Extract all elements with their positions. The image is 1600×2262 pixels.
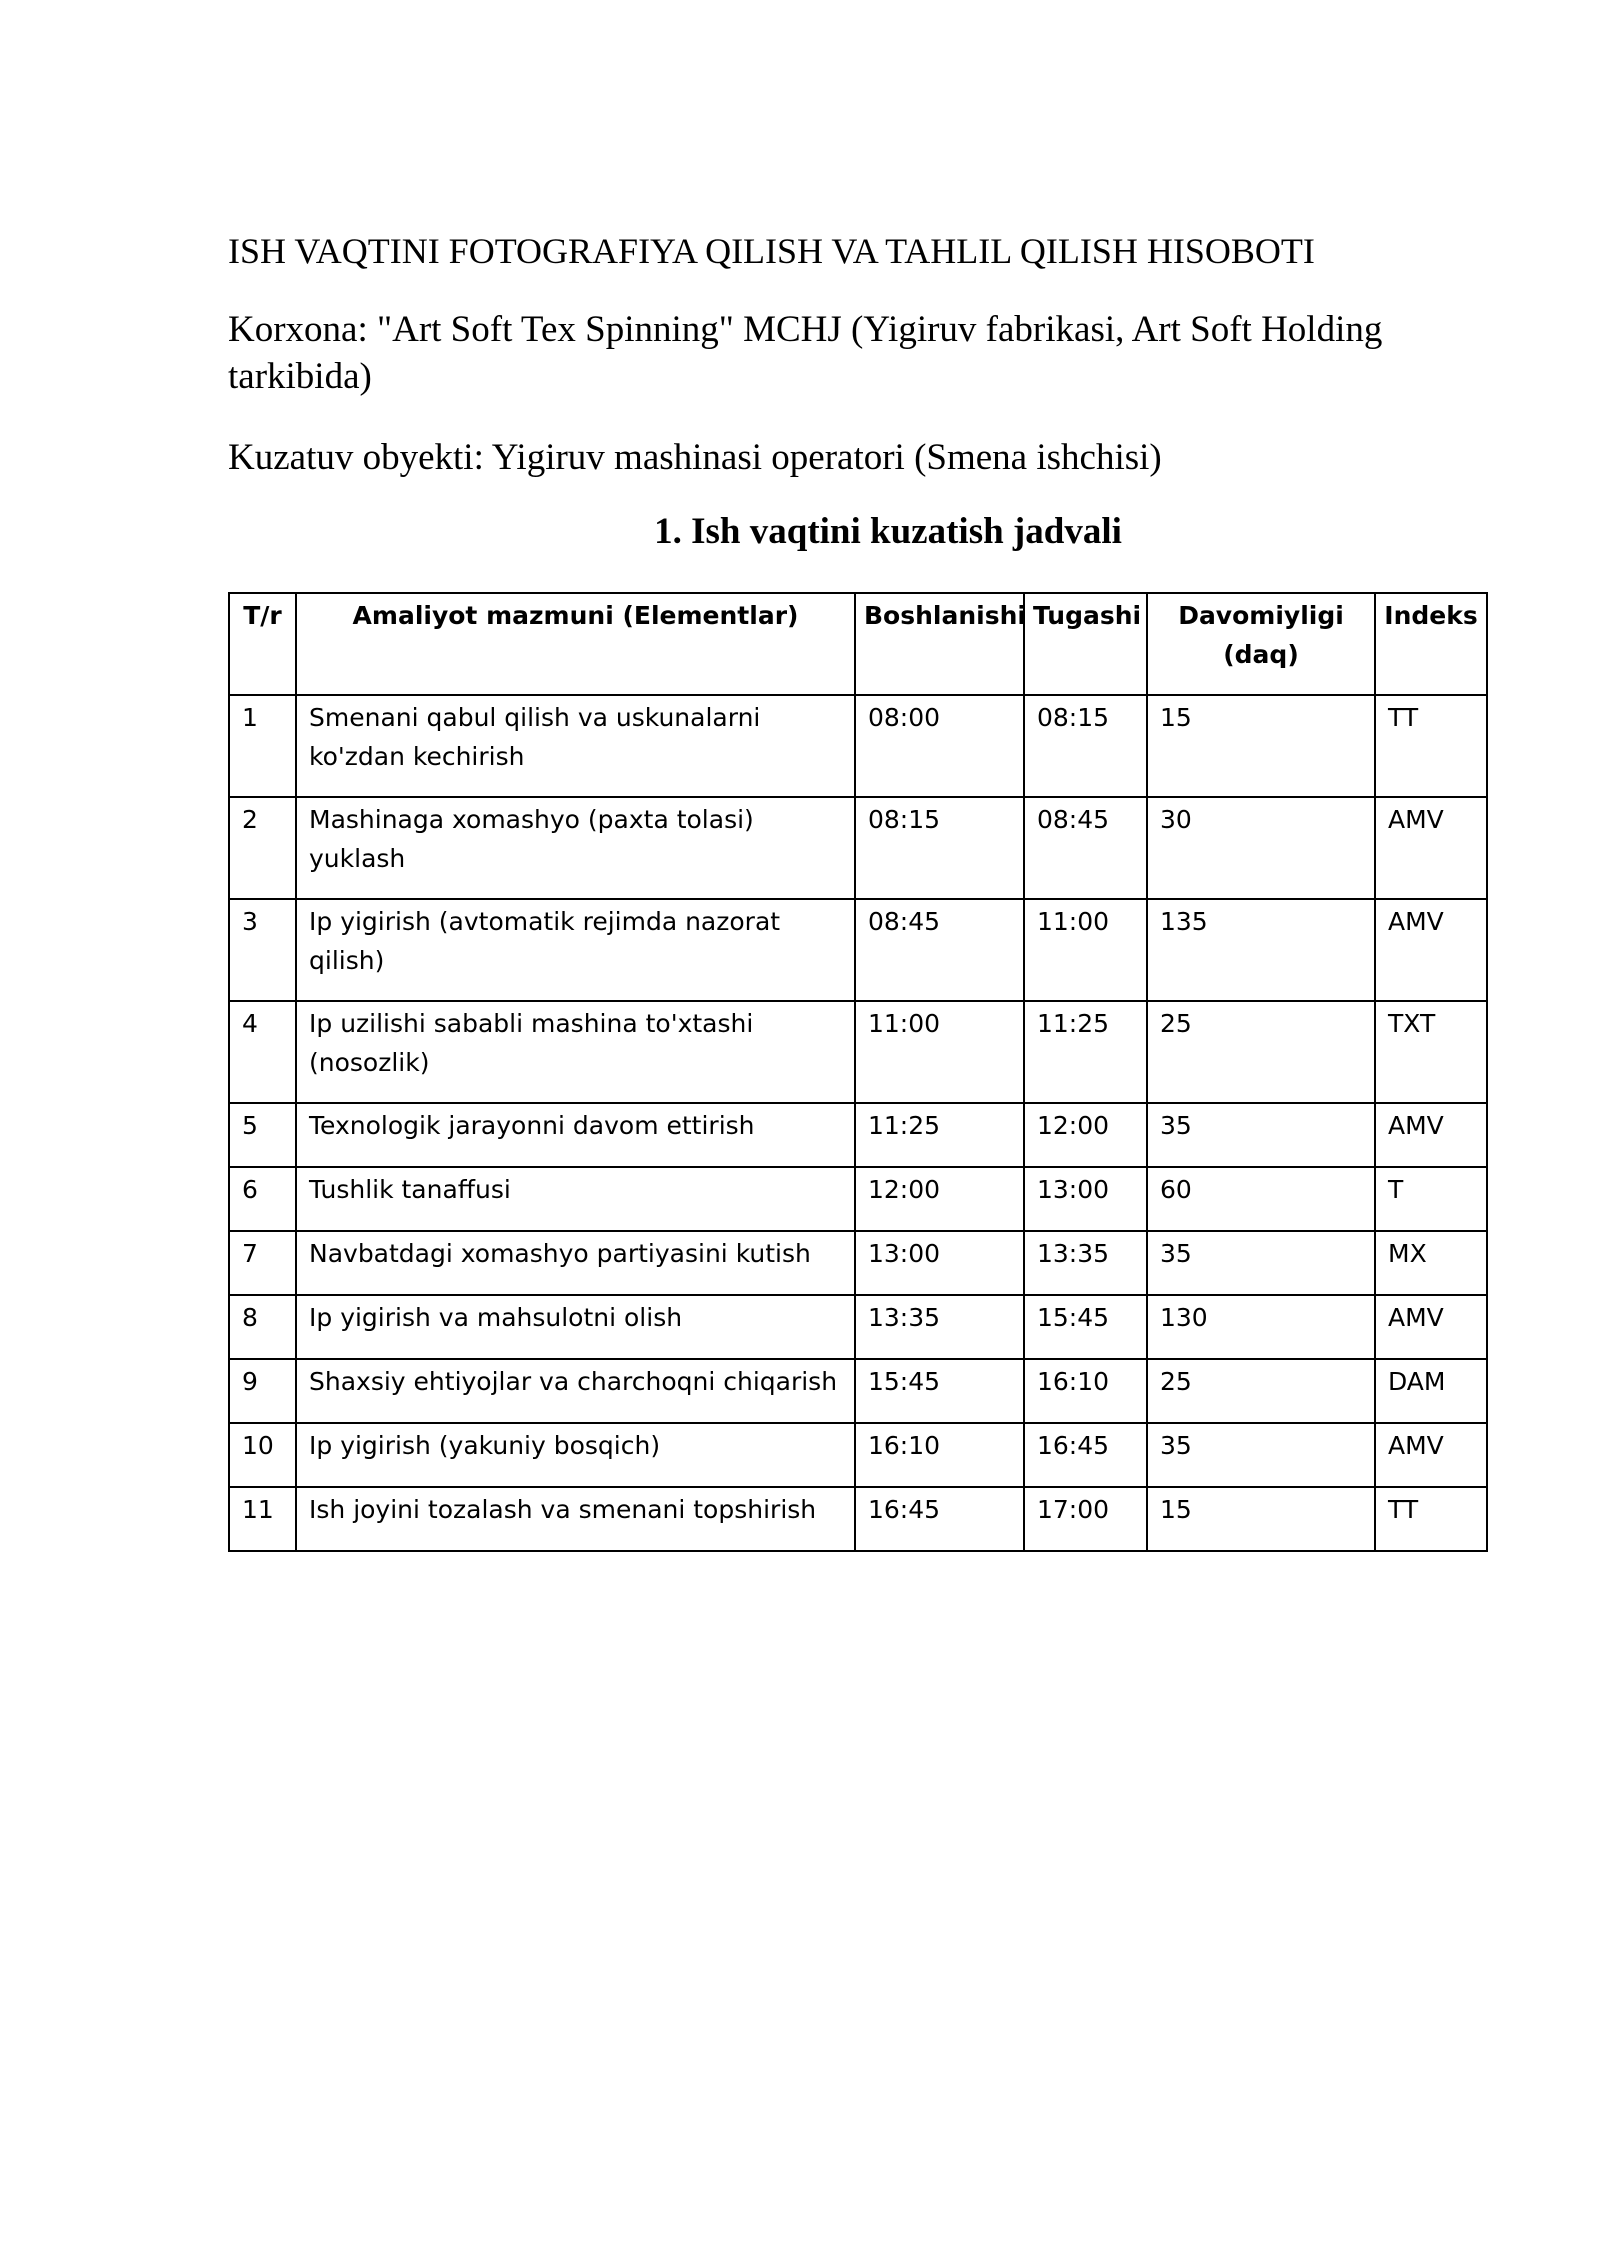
- row-index: DAM: [1375, 1359, 1487, 1423]
- table-row: [229, 797, 1487, 899]
- row-element: Ip uzilishi sababli mashina to'xtashi (nosozlik): [296, 1001, 855, 1103]
- row-element: Tushlik tanaffusi: [296, 1167, 855, 1231]
- row-duration: 15: [1147, 695, 1375, 797]
- table-row: [229, 695, 1487, 797]
- table-row: [229, 1359, 1487, 1423]
- row-index: T: [1375, 1167, 1487, 1231]
- row-end: 13:35: [1024, 1231, 1147, 1295]
- row-number: 1: [229, 695, 296, 797]
- table-row: [229, 1295, 1487, 1359]
- row-element: Smenani qabul qilish va uskunalarni ko'zdan kechirish: [296, 695, 855, 797]
- row-index: MX: [1375, 1231, 1487, 1295]
- row-number: 9: [229, 1359, 296, 1423]
- row-end: 11:00: [1024, 899, 1147, 1001]
- row-duration: 25: [1147, 1359, 1375, 1423]
- row-number: 10: [229, 1423, 296, 1487]
- row-element: Ip yigirish (yakuniy bosqich): [296, 1423, 855, 1487]
- row-index: TT: [1375, 1487, 1487, 1551]
- row-number: 5: [229, 1103, 296, 1167]
- header-end: Tugashi: [1024, 593, 1147, 695]
- row-end: 17:00: [1024, 1487, 1147, 1551]
- table-row: [229, 1001, 1487, 1103]
- row-duration: 35: [1147, 1423, 1375, 1487]
- row-duration: 135: [1147, 899, 1375, 1001]
- row-duration: 25: [1147, 1001, 1375, 1103]
- header-index: Indeks: [1375, 593, 1487, 695]
- row-start: 16:45: [855, 1487, 1024, 1551]
- row-start: 11:25: [855, 1103, 1024, 1167]
- row-number: 7: [229, 1231, 296, 1295]
- section-title: 1. Ish vaqtini kuzatish jadvali: [654, 511, 1122, 552]
- row-duration: 60: [1147, 1167, 1375, 1231]
- row-duration: 30: [1147, 797, 1375, 899]
- row-start: 12:00: [855, 1167, 1024, 1231]
- row-end: 13:00: [1024, 1167, 1147, 1231]
- row-element: Ip yigirish va mahsulotni olish: [296, 1295, 855, 1359]
- row-index: AMV: [1375, 1103, 1487, 1167]
- row-number: 11: [229, 1487, 296, 1551]
- row-duration: 35: [1147, 1103, 1375, 1167]
- row-number: 2: [229, 797, 296, 899]
- table-header-row: [229, 593, 1487, 695]
- row-index: TXT: [1375, 1001, 1487, 1103]
- row-end: 12:00: [1024, 1103, 1147, 1167]
- row-start: 08:15: [855, 797, 1024, 899]
- report-title: ISH VAQTINI FOTOGRAFIYA QILISH VA TAHLIL QILISH HISOBOTI: [228, 231, 1315, 271]
- table-row: [229, 1231, 1487, 1295]
- table-row: [229, 1423, 1487, 1487]
- row-index: AMV: [1375, 899, 1487, 1001]
- row-start: 16:10: [855, 1423, 1024, 1487]
- row-start: 11:00: [855, 1001, 1024, 1103]
- row-duration: 15: [1147, 1487, 1375, 1551]
- row-end: 16:45: [1024, 1423, 1147, 1487]
- header-duration: Davomiyligi (daq): [1147, 593, 1375, 695]
- row-number: 6: [229, 1167, 296, 1231]
- row-start: 08:00: [855, 695, 1024, 797]
- row-index: TT: [1375, 695, 1487, 797]
- table-row: [229, 899, 1487, 1001]
- row-end: 11:25: [1024, 1001, 1147, 1103]
- row-end: 16:10: [1024, 1359, 1147, 1423]
- header-element: Amaliyot mazmuni (Elementlar): [296, 593, 855, 695]
- row-element: Texnologik jarayonni davom ettirish: [296, 1103, 855, 1167]
- row-element: Shaxsiy ehtiyojlar va charchoqni chiqarish: [296, 1359, 855, 1423]
- observation-table: [228, 592, 1488, 1552]
- row-start: 13:00: [855, 1231, 1024, 1295]
- row-end: 08:15: [1024, 695, 1147, 797]
- table-row: [229, 1103, 1487, 1167]
- row-index: AMV: [1375, 797, 1487, 899]
- row-element: Navbatdagi xomashyo partiyasini kutish: [296, 1231, 855, 1295]
- row-number: 3: [229, 899, 296, 1001]
- row-end: 15:45: [1024, 1295, 1147, 1359]
- row-index: AMV: [1375, 1295, 1487, 1359]
- table-row: [229, 1167, 1487, 1231]
- row-index: AMV: [1375, 1423, 1487, 1487]
- row-element: Ish joyini tozalash va smenani topshirish: [296, 1487, 855, 1551]
- observation-object-info: Kuzatuv obyekti: Yigiruv mashinasi operatori (Smena ishchisi): [228, 437, 1162, 478]
- row-start: 13:35: [855, 1295, 1024, 1359]
- row-start: 08:45: [855, 899, 1024, 1001]
- row-duration: 35: [1147, 1231, 1375, 1295]
- row-number: 4: [229, 1001, 296, 1103]
- row-duration: 130: [1147, 1295, 1375, 1359]
- row-start: 15:45: [855, 1359, 1024, 1423]
- header-number: T/r: [229, 593, 296, 695]
- row-end: 08:45: [1024, 797, 1147, 899]
- row-number: 8: [229, 1295, 296, 1359]
- table-row: [229, 1487, 1487, 1551]
- enterprise-info: Korxona: "Art Soft Tex Spinning" MCHJ (Yigiruv fabrikasi, Art Soft Holding tarkibida): [228, 309, 1383, 397]
- row-element: Mashinaga xomashyo (paxta tolasi) yuklash: [296, 797, 855, 899]
- row-element: Ip yigirish (avtomatik rejimda nazorat qilish): [296, 899, 855, 1001]
- header-start: Boshlanishi: [855, 593, 1024, 695]
